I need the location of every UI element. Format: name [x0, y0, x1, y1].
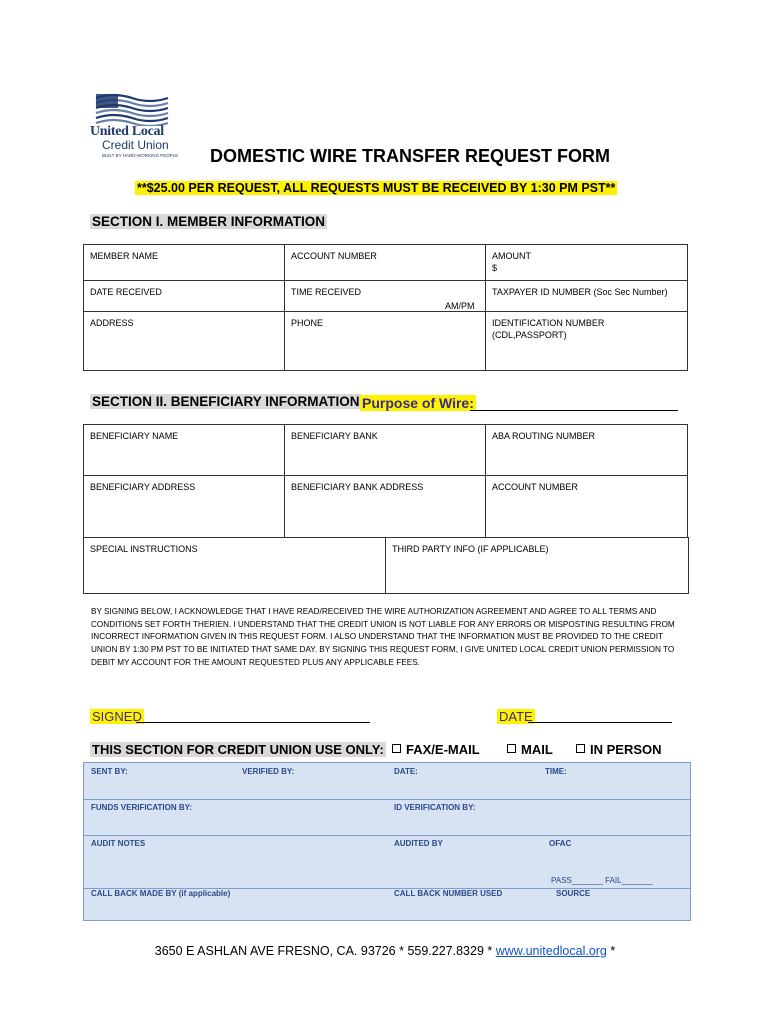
option-mail[interactable] [507, 742, 553, 757]
beneficiary-account-number-field[interactable] [486, 476, 688, 538]
funds-verification-label: FUNDS VERIFICATION BY: [91, 803, 193, 812]
signature-input[interactable] [136, 722, 370, 723]
special-instructions-label: SPECIAL INSTRUCTIONS [90, 544, 198, 554]
account-number-label: ACCOUNT NUMBER [291, 251, 377, 261]
taxpayer-id-field[interactable] [486, 281, 688, 312]
footer-trailing: * [606, 944, 616, 958]
signed-label: SIGNED [92, 709, 142, 724]
option-fax-email[interactable] [392, 742, 480, 757]
call-back-number-label: CALL BACK NUMBER USED [394, 889, 503, 898]
logo-name-line2: Credit Union [102, 138, 169, 152]
option-fax-email-label: FAX/E-MAIL [406, 742, 480, 757]
beneficiary-bank-field[interactable] [285, 425, 486, 476]
footer-address: 3650 E ASHLAN AVE FRESNO, CA. 93726 * 559.227.8329 * [154, 944, 496, 958]
ampm-label: AM/PM [445, 301, 475, 312]
verified-by-label: VERIFIED BY: [242, 767, 295, 776]
checkbox-icon[interactable] [507, 744, 516, 753]
beneficiary-bank-address-label: BENEFICIARY BANK ADDRESS [291, 482, 424, 492]
member-name-field[interactable] [84, 245, 285, 281]
beneficiary-address-field[interactable] [84, 476, 285, 538]
checkbox-icon[interactable] [392, 744, 401, 753]
date-received-label: DATE RECEIVED [90, 287, 162, 298]
option-in-person-label: IN PERSON [590, 742, 662, 757]
section1-heading: SECTION I. MEMBER INFORMATION [92, 214, 325, 229]
phone-field[interactable] [285, 312, 486, 371]
beneficiary-account-number-label: ACCOUNT NUMBER [492, 482, 578, 492]
option-mail-label: MAIL [521, 742, 553, 757]
identification-field[interactable] [486, 312, 688, 371]
acknowledgement-text: BY SIGNING BELOW, I ACKNOWLEDGE THAT I HAVE READ/RECEIVED THE WIRE AUTHORIZATION AGREEMENT AND AGREE TO ALL TERMS AND CONDITIONS SET FORTH THERIEN. I UNDERSTAND THAT THE CREDIT UNION IS NOT LIABLE FOR ANY ERRORS OR MISPOSTING RESULTING FROM INCORRECT INFORMATION GIVEN IN THIS REQUEST FORM. I ALSO UNDERSTAND THAT THE INFORMATION MUST BE PROVIDED TO THE CREDIT UNION BY 1:30 PM PST TO BE INITIATED THAT SAME DAY. BY SIGNING THIS REQUEST FORM, I GIVE UNITED LOCAL CREDIT UNION PERMISSION TO DEBIT MY ACCOUNT FOR THE AMOUNT REQUESTED PLUS ANY APPLICABLE FEES. [91, 607, 675, 667]
aba-routing-field[interactable] [486, 425, 688, 476]
call-back-made-by-label: CALL BACK MADE BY (if applicable) [91, 889, 231, 898]
table-divider [84, 835, 690, 836]
phone-label: PHONE [291, 318, 324, 329]
pass-fail-label: PASS_______ FAIL_______ [551, 876, 653, 885]
amount-label: AMOUNT [492, 251, 531, 261]
cu-time-label: TIME: [545, 767, 567, 776]
ofac-label: OFAC [549, 839, 572, 848]
form-title: DOMESTIC WIRE TRANSFER REQUEST FORM [210, 146, 610, 166]
audited-by-label: AUDITED BY [394, 839, 443, 848]
table-divider [84, 799, 690, 800]
beneficiary-bank-address-field[interactable] [285, 476, 486, 538]
address-field[interactable] [84, 312, 285, 371]
credit-union-use-table [83, 762, 691, 921]
beneficiary-bank-label: BENEFICIARY BANK [291, 431, 378, 441]
fee-notice: **$25.00 PER REQUEST, ALL REQUESTS MUST BE RECEIVED BY 1:30 PM PST** [137, 181, 616, 195]
sent-by-label: SENT BY: [91, 767, 128, 776]
purpose-of-wire-label: Purpose of Wire: [362, 395, 474, 411]
logo-tagline: BUILT BY HARD-WORKING PEOPLE [102, 153, 179, 158]
cu-date-label: DATE: [394, 767, 418, 776]
source-label: SOURCE [556, 889, 591, 898]
audit-notes-label: AUDIT NOTES [91, 839, 146, 848]
time-received-label: TIME RECEIVED [291, 287, 362, 298]
website-link[interactable]: www.unitedlocal.org [495, 944, 607, 958]
aba-routing-label: ABA ROUTING NUMBER [492, 431, 596, 441]
third-party-field[interactable] [386, 538, 689, 594]
beneficiary-table [83, 424, 688, 538]
checkbox-icon[interactable] [576, 744, 585, 753]
member-name-label: MEMBER NAME [90, 251, 159, 261]
logo-name-line1: United Local [90, 124, 164, 139]
section2-heading: SECTION II. BENEFICIARY INFORMATION [92, 394, 360, 409]
time-received-field[interactable] [285, 281, 486, 312]
third-party-label: THIRD PARTY INFO (IF APPLICABLE) [392, 544, 549, 554]
credit-union-use-heading: THIS SECTION FOR CREDIT UNION USE ONLY: [92, 742, 384, 757]
beneficiary-name-label: BENEFICIARY NAME [90, 431, 179, 441]
dollar-sign: $ [492, 262, 498, 273]
beneficiary-name-field[interactable] [84, 425, 285, 476]
taxpayer-id-label: TAXPAYER ID NUMBER (Soc Sec Number) [492, 287, 668, 298]
date-received-field[interactable] [84, 281, 285, 312]
address-label: ADDRESS [90, 318, 134, 329]
special-instructions-field[interactable] [84, 538, 386, 594]
footer [0, 944, 770, 958]
special-instructions-table [83, 537, 689, 594]
purpose-of-wire-input[interactable] [470, 410, 678, 411]
member-info-table [83, 244, 688, 371]
identification-label: IDENTIFICATION NUMBER (CDL,PASSPORT) [492, 318, 605, 341]
beneficiary-address-label: BENEFICIARY ADDRESS [90, 482, 196, 492]
date-label: DATE [499, 709, 533, 724]
date-input[interactable] [528, 722, 672, 723]
id-verification-label: ID VERIFICATION BY: [394, 803, 476, 812]
account-number-field[interactable] [285, 245, 486, 281]
amount-field[interactable] [486, 245, 688, 281]
option-in-person[interactable] [576, 742, 662, 757]
flag-icon [94, 92, 170, 126]
